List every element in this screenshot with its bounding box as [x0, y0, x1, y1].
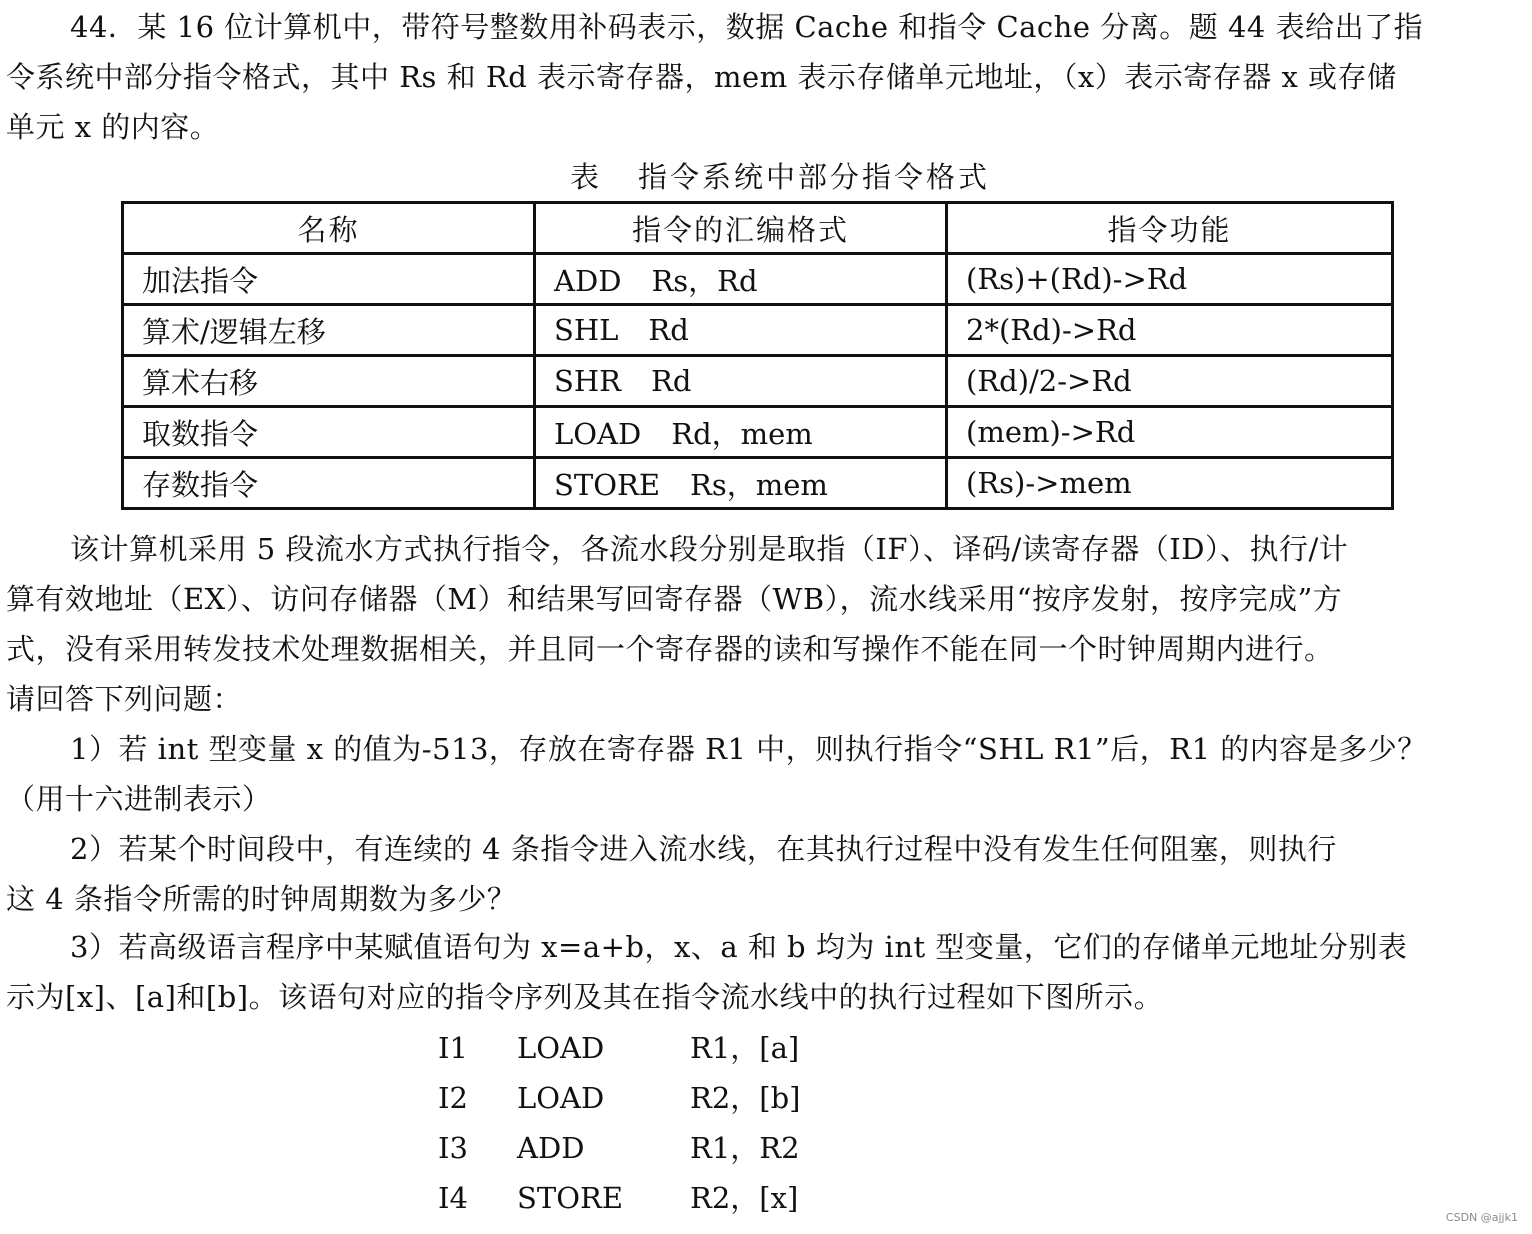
cell-name: 取数指令 — [123, 407, 535, 458]
instruction-format-table — [121, 201, 1394, 510]
cell-op: SHL — [554, 313, 619, 347]
code-id: I1 — [438, 1031, 468, 1065]
problem-line-2: 令系统中部分指令格式，其中 Rs 和 Rd 表示寄存器，mem 表示存储单元地址，（x）表示寄存器 x 或存储 — [6, 60, 1397, 94]
cell-args: Rd — [651, 364, 692, 398]
cell-name: 算术/逻辑左移 — [123, 305, 535, 356]
cell-function: (mem)->Rd — [947, 407, 1393, 458]
table-caption — [570, 157, 990, 197]
table-caption-prefix: 表 — [570, 160, 603, 194]
cell-function: (Rs)->mem — [947, 458, 1393, 509]
cell-op: SHR — [554, 364, 621, 398]
code-args: R2，[x] — [690, 1181, 799, 1215]
question-2-line-2: 这 4 条指令所需的时钟周期数为多少？ — [6, 882, 517, 916]
cell-format — [535, 407, 947, 458]
table-row — [123, 305, 1393, 356]
cell-args: Rs，mem — [690, 467, 828, 502]
cell-args: Rd — [648, 313, 689, 347]
code-args: R1，R2 — [690, 1131, 800, 1165]
code-id: I4 — [438, 1181, 468, 1215]
header-function: 指令功能 — [947, 203, 1393, 254]
code-op: STORE — [517, 1181, 623, 1215]
table-header-row — [123, 203, 1393, 254]
question-3-line-2: 示为[x]、[a]和[b]。该语句对应的指令序列及其在指令流水线中的执行过程如下图所示。 — [6, 980, 1164, 1014]
cell-op: ADD — [554, 263, 622, 298]
code-id: I3 — [438, 1131, 468, 1165]
table-caption-text: 指令系统中部分指令格式 — [638, 160, 991, 194]
cell-name: 存数指令 — [123, 458, 535, 509]
header-name: 名称 — [123, 203, 535, 254]
body-line-2: 算有效地址（EX）、访问存储器（M）和结果写回寄存器（WB），流水线采用“按序发射，按序完成”方 — [6, 582, 1343, 616]
code-op: LOAD — [517, 1031, 605, 1065]
body-line-4: 请回答下列问题： — [6, 682, 243, 716]
code-id: I2 — [438, 1081, 468, 1115]
table-row — [123, 458, 1393, 509]
cell-function: (Rs)+(Rd)->Rd — [947, 254, 1393, 305]
question-3-line-1: 3）若高级语言程序中某赋值语句为 x=a+b，x、a 和 b 均为 int 型变量，它们的存储单元地址分别表 — [70, 930, 1408, 964]
cell-name: 加法指令 — [123, 254, 535, 305]
code-args: R1，[a] — [690, 1031, 800, 1065]
body-line-3: 式，没有采用转发技术处理数据相关，并且同一个寄存器的读和写操作不能在同一个时钟周期内进行。 — [6, 632, 1334, 666]
table-row — [123, 254, 1393, 305]
code-args: R2，[b] — [690, 1081, 801, 1115]
cell-function: 2*(Rd)->Rd — [947, 305, 1393, 356]
question-1-line-1: 1）若 int 型变量 x 的值为-513，存放在寄存器 R1 中，则执行指令“SHL R1”后，R1 的内容是多少？ — [70, 732, 1427, 766]
header-format: 指令的汇编格式 — [535, 203, 947, 254]
problem-line-1: 44．某 16 位计算机中，带符号整数用补码表示，数据 Cache 和指令 Cache 分离。题 44 表给出了指 — [70, 10, 1424, 44]
table-row — [123, 356, 1393, 407]
cell-args: Rd，mem — [671, 416, 813, 451]
cell-format — [535, 356, 947, 407]
problem-line-3: 单元 x 的内容。 — [6, 110, 220, 144]
table-row — [123, 407, 1393, 458]
cell-format — [535, 458, 947, 509]
code-op: LOAD — [517, 1081, 605, 1115]
question-1-line-2: （用十六进制表示） — [6, 782, 272, 816]
cell-op: STORE — [554, 467, 660, 502]
cell-format — [535, 305, 947, 356]
question-2-line-1: 2）若某个时间段中，有连续的 4 条指令进入流水线，在其执行过程中没有发生任何阻塞，则执行 — [70, 832, 1337, 866]
code-op: ADD — [517, 1131, 585, 1165]
body-line-1: 该计算机采用 5 段流水方式执行指令，各流水段分别是取指（IF）、译码/读寄存器（ID）、执行/计 — [70, 532, 1349, 566]
watermark: CSDN @ajjk1 — [1445, 1211, 1518, 1224]
cell-format — [535, 254, 947, 305]
cell-function: (Rd)/2->Rd — [947, 356, 1393, 407]
cell-args: Rs，Rd — [651, 263, 758, 298]
cell-name: 算术右移 — [123, 356, 535, 407]
cell-op: LOAD — [554, 416, 642, 451]
